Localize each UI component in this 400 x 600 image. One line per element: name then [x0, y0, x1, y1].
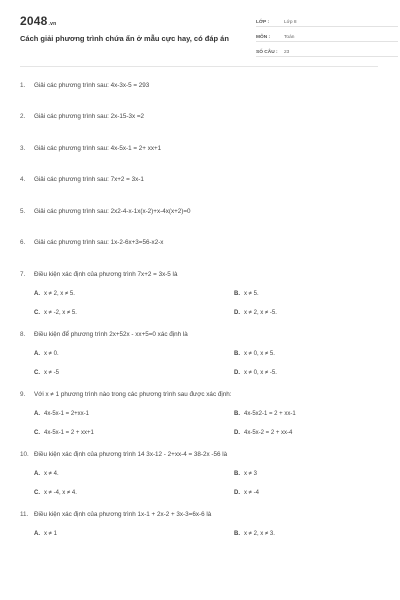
option-text: x ≠ 2, x ≠ -5. — [244, 310, 277, 316]
option-letter: D. — [234, 310, 240, 316]
question-number: 9. — [20, 390, 26, 398]
header-divider — [20, 66, 378, 67]
question-text: Với x ≠ 1 phương trình nào trong các phương trình sau được xác định: — [34, 390, 232, 398]
answer-option-d[interactable] — [206, 489, 378, 497]
question-list — [20, 80, 378, 538]
option-text: x ≠ -5 — [44, 370, 59, 376]
option-letter: A. — [34, 531, 40, 537]
question-text: Giải các phương trình sau: 1x-2-6x+3=56-x2-x — [34, 239, 164, 246]
question-6 — [20, 238, 378, 248]
answer-option-c[interactable] — [34, 309, 206, 317]
option-letter: A. — [34, 291, 40, 297]
question-line — [20, 80, 378, 90]
option-letter: C. — [34, 310, 40, 316]
answer-option-d[interactable] — [206, 309, 378, 317]
question-number: 4. — [20, 176, 26, 183]
option-text: x ≠ -2, x ≠ 5. — [44, 310, 77, 316]
answer-options — [20, 530, 378, 538]
option-letter: A. — [34, 411, 40, 417]
spacer — [20, 248, 378, 270]
question-2 — [20, 112, 378, 122]
answer-option-c[interactable] — [34, 489, 206, 497]
question-text: Điều kiện xác định của phương trình 14 3x-12 - 2+xx-4 = 38-2x -56 là — [34, 450, 228, 458]
logo-tld: .vn — [48, 21, 57, 27]
option-letter: D. — [234, 490, 240, 496]
question-line — [20, 206, 378, 216]
option-text: 4x-5x-1 = 2 + xx+1 — [44, 430, 94, 436]
meta-row-class — [256, 14, 398, 27]
meta-label: MÔN : — [256, 35, 271, 40]
page-title: Cách giải phương trình chứa ẩn ở mẫu cực hay, có đáp án — [20, 34, 229, 43]
option-letter: A. — [34, 471, 40, 477]
question-line — [20, 238, 378, 248]
option-letter: C. — [34, 490, 40, 496]
option-text: x ≠ 2, x ≠ 5. — [44, 291, 75, 297]
question-number: 5. — [20, 207, 26, 215]
option-text: 4x-5x-1 = 2+xx-1 — [44, 411, 90, 417]
question-line — [20, 389, 378, 399]
spacer — [20, 153, 378, 175]
question-text: Giải các phương trình sau: 2x-15-3x =2 — [34, 113, 145, 120]
question-line — [20, 112, 378, 122]
answer-option-a[interactable] — [34, 350, 206, 358]
question-text: Giải các phương trình sau: 4x-5x-1 = 2+ xx+1 — [34, 144, 162, 152]
spacer — [20, 497, 378, 509]
answer-option-a[interactable] — [34, 470, 206, 478]
question-line — [20, 269, 378, 279]
question-7 — [20, 269, 378, 317]
option-letter: C. — [34, 370, 40, 376]
spacer — [20, 185, 378, 207]
question-number: 6. — [20, 239, 26, 246]
question-number: 1. — [20, 81, 26, 89]
meta-label: SỐ CÂU : — [256, 50, 278, 55]
question-line — [20, 329, 378, 339]
answer-option-b[interactable] — [206, 470, 378, 478]
question-text: Điều kiện xác định của phương trình 1x-1 + 2x-2 + 3x-3=6x-6 là — [34, 510, 212, 518]
option-text: x ≠ 0, x ≠ 5. — [244, 351, 275, 357]
question-number: 7. — [20, 270, 26, 278]
spacer — [20, 90, 378, 112]
page-header — [20, 0, 378, 62]
question-text: Giải các phương trình sau: 4x-3x-5 = 293 — [34, 81, 150, 89]
answer-option-b[interactable] — [206, 290, 378, 298]
spacer — [20, 377, 378, 389]
answer-option-d[interactable] — [206, 369, 378, 377]
question-text: Điều kiện để phương trình 2x+52x - xx+5=0 xác định là — [34, 330, 188, 338]
question-number: 2. — [20, 113, 26, 120]
option-letter: D. — [234, 370, 240, 376]
question-text: Điều kiện xác định của phương trình 7x+2 = 3x-5 là — [34, 270, 178, 278]
meta-info — [256, 14, 398, 59]
option-letter: D. — [234, 430, 240, 436]
option-letter: A. — [34, 351, 40, 357]
meta-value: Toán — [284, 35, 295, 40]
meta-label: LỚP : — [256, 20, 270, 25]
question-number: 10. — [20, 450, 29, 458]
answer-options — [20, 410, 378, 437]
question-line — [20, 449, 378, 459]
question-4 — [20, 175, 378, 185]
spacer — [20, 122, 378, 144]
option-text: 4x-5x-2 = 2 + xx-4 — [244, 430, 293, 436]
answer-option-a[interactable] — [34, 530, 206, 538]
spacer — [20, 437, 378, 449]
question-number: 8. — [20, 330, 26, 338]
option-text: x ≠ 1 — [44, 531, 57, 537]
option-letter: B. — [234, 351, 240, 357]
option-text: x ≠ 2, x ≠ 3. — [244, 531, 275, 537]
answer-options — [20, 350, 378, 377]
option-text: x ≠ 0, x ≠ -5. — [244, 370, 277, 376]
spacer — [20, 317, 378, 329]
option-letter: B. — [234, 531, 240, 537]
option-letter: B. — [234, 411, 240, 417]
option-text: x ≠ -4, x ≠ 4. — [44, 490, 77, 496]
answer-option-b[interactable] — [206, 410, 378, 418]
logo-text: 2048 — [20, 14, 48, 28]
answer-options — [20, 290, 378, 317]
answer-option-b[interactable] — [206, 530, 378, 538]
question-line — [20, 175, 378, 185]
question-number: 3. — [20, 144, 26, 152]
question-line — [20, 509, 378, 519]
question-3 — [20, 143, 378, 153]
meta-value: 23 — [284, 50, 290, 55]
answer-option-c[interactable] — [34, 369, 206, 377]
question-1 — [20, 80, 378, 90]
spacer — [20, 216, 378, 238]
answer-option-b[interactable] — [206, 350, 378, 358]
option-text: x ≠ 3 — [244, 471, 257, 477]
option-text: 4x-5x2-1 = 2 + xx-1 — [244, 411, 296, 417]
site-logo[interactable] — [20, 14, 56, 28]
question-10 — [20, 449, 378, 497]
option-letter: B. — [234, 291, 240, 297]
option-text: x ≠ 5. — [244, 291, 259, 297]
answer-option-c[interactable] — [34, 429, 206, 437]
option-text: x ≠ 4. — [44, 471, 59, 477]
option-text: x ≠ -4 — [244, 490, 259, 496]
question-number: 11. — [20, 510, 29, 518]
question-9 — [20, 389, 378, 437]
meta-row-subject — [256, 29, 398, 42]
option-letter: B. — [234, 471, 240, 477]
meta-value: Lớp 8 — [284, 20, 297, 25]
question-8 — [20, 329, 378, 377]
question-text: Giải các phương trình sau: 7x+2 = 3x-1 — [34, 176, 144, 183]
option-text: x ≠ 0. — [44, 351, 59, 357]
answer-option-d[interactable] — [206, 429, 378, 437]
meta-row-count — [256, 44, 398, 57]
answer-option-a[interactable] — [34, 410, 206, 418]
question-line — [20, 143, 378, 153]
question-text: Giải các phương trình sau: 2x2-4-x-1x(x-2)+x-4x(x+2)=0 — [34, 207, 191, 215]
answer-options — [20, 470, 378, 497]
answer-option-a[interactable] — [34, 290, 206, 298]
question-11 — [20, 509, 378, 538]
question-5 — [20, 206, 378, 216]
option-letter: C. — [34, 430, 40, 436]
